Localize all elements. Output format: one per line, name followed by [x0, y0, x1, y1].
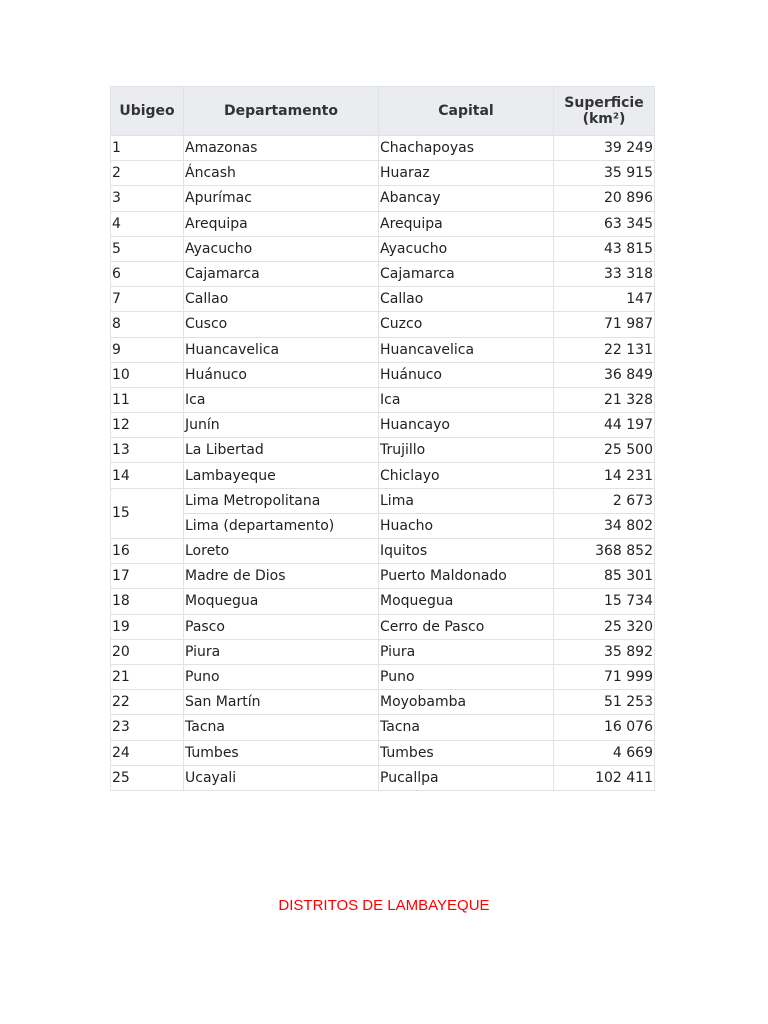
cell-superficie: 35 915: [554, 161, 655, 186]
table-row: [111, 564, 655, 589]
cell-ubigeo: 20: [111, 639, 184, 664]
header-departamento: Departamento: [184, 87, 379, 136]
cell-departamento: Moquegua: [184, 589, 379, 614]
header-superficie: [554, 87, 655, 136]
cell-ubigeo: 16: [111, 539, 184, 564]
cell-capital: Chiclayo: [379, 463, 554, 488]
cell-departamento: Amazonas: [184, 136, 379, 161]
cell-capital: Puerto Maldonado: [379, 564, 554, 589]
cell-departamento: Áncash: [184, 161, 379, 186]
table-row: [111, 715, 655, 740]
table-row: [111, 639, 655, 664]
table-row: [111, 488, 655, 513]
cell-ubigeo: 25: [111, 765, 184, 790]
departments-table: [110, 86, 655, 791]
cell-capital: Arequipa: [379, 211, 554, 236]
cell-capital: Iquitos: [379, 539, 554, 564]
header-superficie-label: Superficie: [564, 95, 644, 111]
cell-ubigeo: 15: [111, 488, 184, 538]
cell-departamento: Pasco: [184, 614, 379, 639]
cell-departamento: Ucayali: [184, 765, 379, 790]
table-row: [111, 664, 655, 689]
table-header: [111, 87, 655, 136]
table-row: [111, 740, 655, 765]
header-row: [111, 87, 655, 136]
table-row: [111, 413, 655, 438]
cell-departamento: San Martín: [184, 690, 379, 715]
cell-departamento: Loreto: [184, 539, 379, 564]
cell-capital: Huancayo: [379, 413, 554, 438]
cell-ubigeo: 12: [111, 413, 184, 438]
cell-superficie: 71 987: [554, 312, 655, 337]
cell-superficie: 44 197: [554, 413, 655, 438]
table-row: [111, 438, 655, 463]
header-ubigeo: Ubigeo: [111, 87, 184, 136]
cell-capital: Cuzco: [379, 312, 554, 337]
cell-superficie: 51 253: [554, 690, 655, 715]
cell-ubigeo: 19: [111, 614, 184, 639]
cell-superficie: 43 815: [554, 236, 655, 261]
cell-capital: Abancay: [379, 186, 554, 211]
cell-departamento: Ica: [184, 387, 379, 412]
cell-departamento: Cusco: [184, 312, 379, 337]
cell-superficie: 14 231: [554, 463, 655, 488]
cell-superficie: 102 411: [554, 765, 655, 790]
cell-departamento: Huánuco: [184, 362, 379, 387]
cell-superficie: 4 669: [554, 740, 655, 765]
cell-capital: Cerro de Pasco: [379, 614, 554, 639]
cell-superficie: 22 131: [554, 337, 655, 362]
cell-departamento: Ayacucho: [184, 236, 379, 261]
cell-superficie: 368 852: [554, 539, 655, 564]
table-row: [111, 690, 655, 715]
table-row: [111, 614, 655, 639]
cell-capital: Cajamarca: [379, 261, 554, 286]
table-body: [111, 136, 655, 791]
cell-ubigeo: 24: [111, 740, 184, 765]
table-row: [111, 463, 655, 488]
cell-ubigeo: 13: [111, 438, 184, 463]
cell-superficie: 15 734: [554, 589, 655, 614]
cell-capital: Callao: [379, 287, 554, 312]
cell-superficie: 63 345: [554, 211, 655, 236]
cell-superficie: 147: [554, 287, 655, 312]
cell-ubigeo: 5: [111, 236, 184, 261]
cell-departamento: Lima (departamento): [184, 513, 379, 538]
cell-capital: Tacna: [379, 715, 554, 740]
table-row: [111, 161, 655, 186]
table-row: [111, 261, 655, 286]
cell-ubigeo: 6: [111, 261, 184, 286]
cell-superficie: 71 999: [554, 664, 655, 689]
cell-superficie: 21 328: [554, 387, 655, 412]
cell-capital: Piura: [379, 639, 554, 664]
table-row: [111, 186, 655, 211]
cell-capital: Trujillo: [379, 438, 554, 463]
table-row: [111, 362, 655, 387]
cell-superficie: 36 849: [554, 362, 655, 387]
cell-departamento: Arequipa: [184, 211, 379, 236]
section-title: DISTRITOS DE LAMBAYEQUE: [278, 897, 490, 914]
cell-capital: Moquegua: [379, 589, 554, 614]
cell-superficie: 35 892: [554, 639, 655, 664]
cell-capital: Chachapoyas: [379, 136, 554, 161]
cell-capital: Huacho: [379, 513, 554, 538]
cell-ubigeo: 4: [111, 211, 184, 236]
cell-capital: Tumbes: [379, 740, 554, 765]
cell-capital: Huaraz: [379, 161, 554, 186]
cell-ubigeo: 8: [111, 312, 184, 337]
cell-departamento: Callao: [184, 287, 379, 312]
cell-ubigeo: 21: [111, 664, 184, 689]
cell-ubigeo: 7: [111, 287, 184, 312]
table-row: [111, 589, 655, 614]
header-capital: Capital: [379, 87, 554, 136]
cell-capital: Puno: [379, 664, 554, 689]
cell-superficie: 2 673: [554, 488, 655, 513]
cell-ubigeo: 23: [111, 715, 184, 740]
cell-superficie: 85 301: [554, 564, 655, 589]
cell-departamento: Tacna: [184, 715, 379, 740]
cell-capital: Ayacucho: [379, 236, 554, 261]
cell-ubigeo: 2: [111, 161, 184, 186]
cell-departamento: Madre de Dios: [184, 564, 379, 589]
cell-ubigeo: 1: [111, 136, 184, 161]
cell-ubigeo: 9: [111, 337, 184, 362]
cell-capital: Huancavelica: [379, 337, 554, 362]
cell-capital: Pucallpa: [379, 765, 554, 790]
cell-departamento: Lima Metropolitana: [184, 488, 379, 513]
cell-ubigeo: 10: [111, 362, 184, 387]
cell-superficie: 25 320: [554, 614, 655, 639]
cell-departamento: Tumbes: [184, 740, 379, 765]
table-row: [111, 539, 655, 564]
table-row: [111, 211, 655, 236]
table-row: [111, 312, 655, 337]
cell-capital: Moyobamba: [379, 690, 554, 715]
cell-superficie: 39 249: [554, 136, 655, 161]
cell-ubigeo: 17: [111, 564, 184, 589]
cell-ubigeo: 3: [111, 186, 184, 211]
cell-departamento: La Libertad: [184, 438, 379, 463]
cell-ubigeo: 22: [111, 690, 184, 715]
table-row: [111, 236, 655, 261]
cell-departamento: Piura: [184, 639, 379, 664]
cell-departamento: Lambayeque: [184, 463, 379, 488]
cell-departamento: Junín: [184, 413, 379, 438]
cell-superficie: 16 076: [554, 715, 655, 740]
header-superficie-unit: (km²): [582, 111, 626, 127]
cell-superficie: 34 802: [554, 513, 655, 538]
cell-superficie: 25 500: [554, 438, 655, 463]
cell-capital: Huánuco: [379, 362, 554, 387]
cell-capital: Ica: [379, 387, 554, 412]
table-row: [111, 337, 655, 362]
cell-ubigeo: 11: [111, 387, 184, 412]
cell-departamento: Apurímac: [184, 186, 379, 211]
cell-departamento: Cajamarca: [184, 261, 379, 286]
cell-superficie: 33 318: [554, 261, 655, 286]
table-row: [111, 765, 655, 790]
cell-ubigeo: 18: [111, 589, 184, 614]
cell-ubigeo: 14: [111, 463, 184, 488]
table-row: [111, 387, 655, 412]
cell-departamento: Huancavelica: [184, 337, 379, 362]
table-row: [111, 287, 655, 312]
table-row: [111, 136, 655, 161]
cell-superficie: 20 896: [554, 186, 655, 211]
cell-capital: Lima: [379, 488, 554, 513]
table-row: [111, 513, 655, 538]
cell-departamento: Puno: [184, 664, 379, 689]
